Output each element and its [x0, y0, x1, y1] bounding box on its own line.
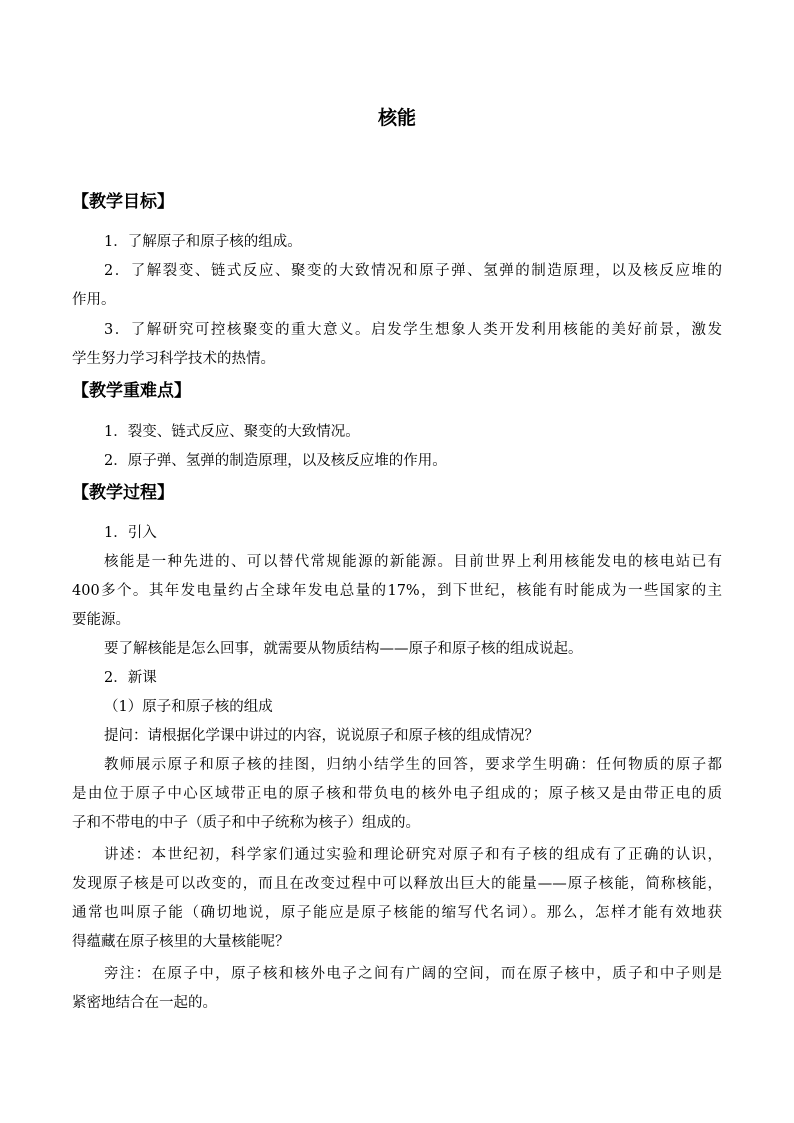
intro-text-line-2: 400多个。其年发电量约占全球年发电总量的17%，到下世纪，核能有时能成为一些国家的主: [72, 583, 722, 599]
lecture-text-line-3: 通常也叫原子能（确切地说，原子能应是原子核能的缩写代名词）。那么，怎样才能有效地获: [72, 905, 722, 921]
goal-3-line-1: 3．了解研究可控核聚变的重大意义。启发学生想象人类开发利用核能的美好前景，激发: [104, 322, 722, 338]
intro-text-line-1: 核能是一种先进的、可以替代常规能源的新能源。目前世界上利用核能发电的核电站已有: [104, 554, 722, 570]
process-intro-label: 1．引入: [104, 525, 157, 541]
intro-text-2: 要了解核能是怎么回事，就需要从物质结构——原子和原子核的组成说起。: [104, 641, 583, 657]
goal-3-line-2: 学生努力学习科学技术的热情。: [72, 351, 275, 367]
goals-heading: 【教学目标】: [72, 192, 174, 212]
key-point-1: 1．裂变、链式反应、聚变的大致情况。: [104, 424, 360, 440]
page-title: 核能: [377, 107, 416, 129]
lecture-text-line-1: 讲述：本世纪初，科学家们通过实验和理论研究对原子和有子核的组成有了正确的认识，: [104, 847, 722, 863]
lecture-text-line-2: 发现原子核是可以改变的，而且在改变过程中可以释放出巨大的能量——原子核能，简称核能，: [72, 876, 722, 892]
teacher-text-line-1: 教师展示原子和原子核的挂图，归纳小结学生的回答，要求学生明确：任何物质的原子都: [104, 757, 722, 773]
process-heading: 【教学过程】: [72, 483, 174, 503]
intro-text-line-3: 要能源。: [72, 612, 130, 628]
side-note-line-1: 旁注：在原子中，原子核和核外电子之间有广阔的空间，而在原子核中，质子和中子则是: [104, 966, 722, 982]
key-point-2: 2．原子弹、氢弹的制造原理，以及核反应堆的作用。: [104, 453, 447, 469]
goal-1: 1．了解原子和原子核的组成。: [104, 234, 302, 250]
process-new-label: 2．新课: [104, 670, 157, 686]
question-text: 提问：请根据化学课中讲过的内容，说说原子和原子核的组成情况？: [104, 728, 539, 744]
teacher-text-line-2: 是由位于原子中心区域带正电的原子核和带负电的核外电子组成的；原子核又是由带正电的质: [72, 786, 722, 802]
lecture-text-line-4: 得蕴藏在原子核里的大量核能呢？: [72, 934, 290, 950]
goal-2-line-2: 作用。: [72, 292, 116, 308]
side-note-line-2: 紧密地结合在一起的。: [72, 995, 217, 1011]
subsection-1-title: （1）原子和原子核的组成: [104, 699, 273, 715]
key-points-heading: 【教学重难点】: [72, 381, 191, 401]
goal-2-line-1: 2．了解裂变、链式反应、聚变的大致情况和原子弹、氢弹的制造原理，以及核反应堆的: [104, 263, 722, 279]
teacher-text-line-3: 子和不带电的中子（质子和中子统称为核子）组成的。: [72, 815, 420, 831]
